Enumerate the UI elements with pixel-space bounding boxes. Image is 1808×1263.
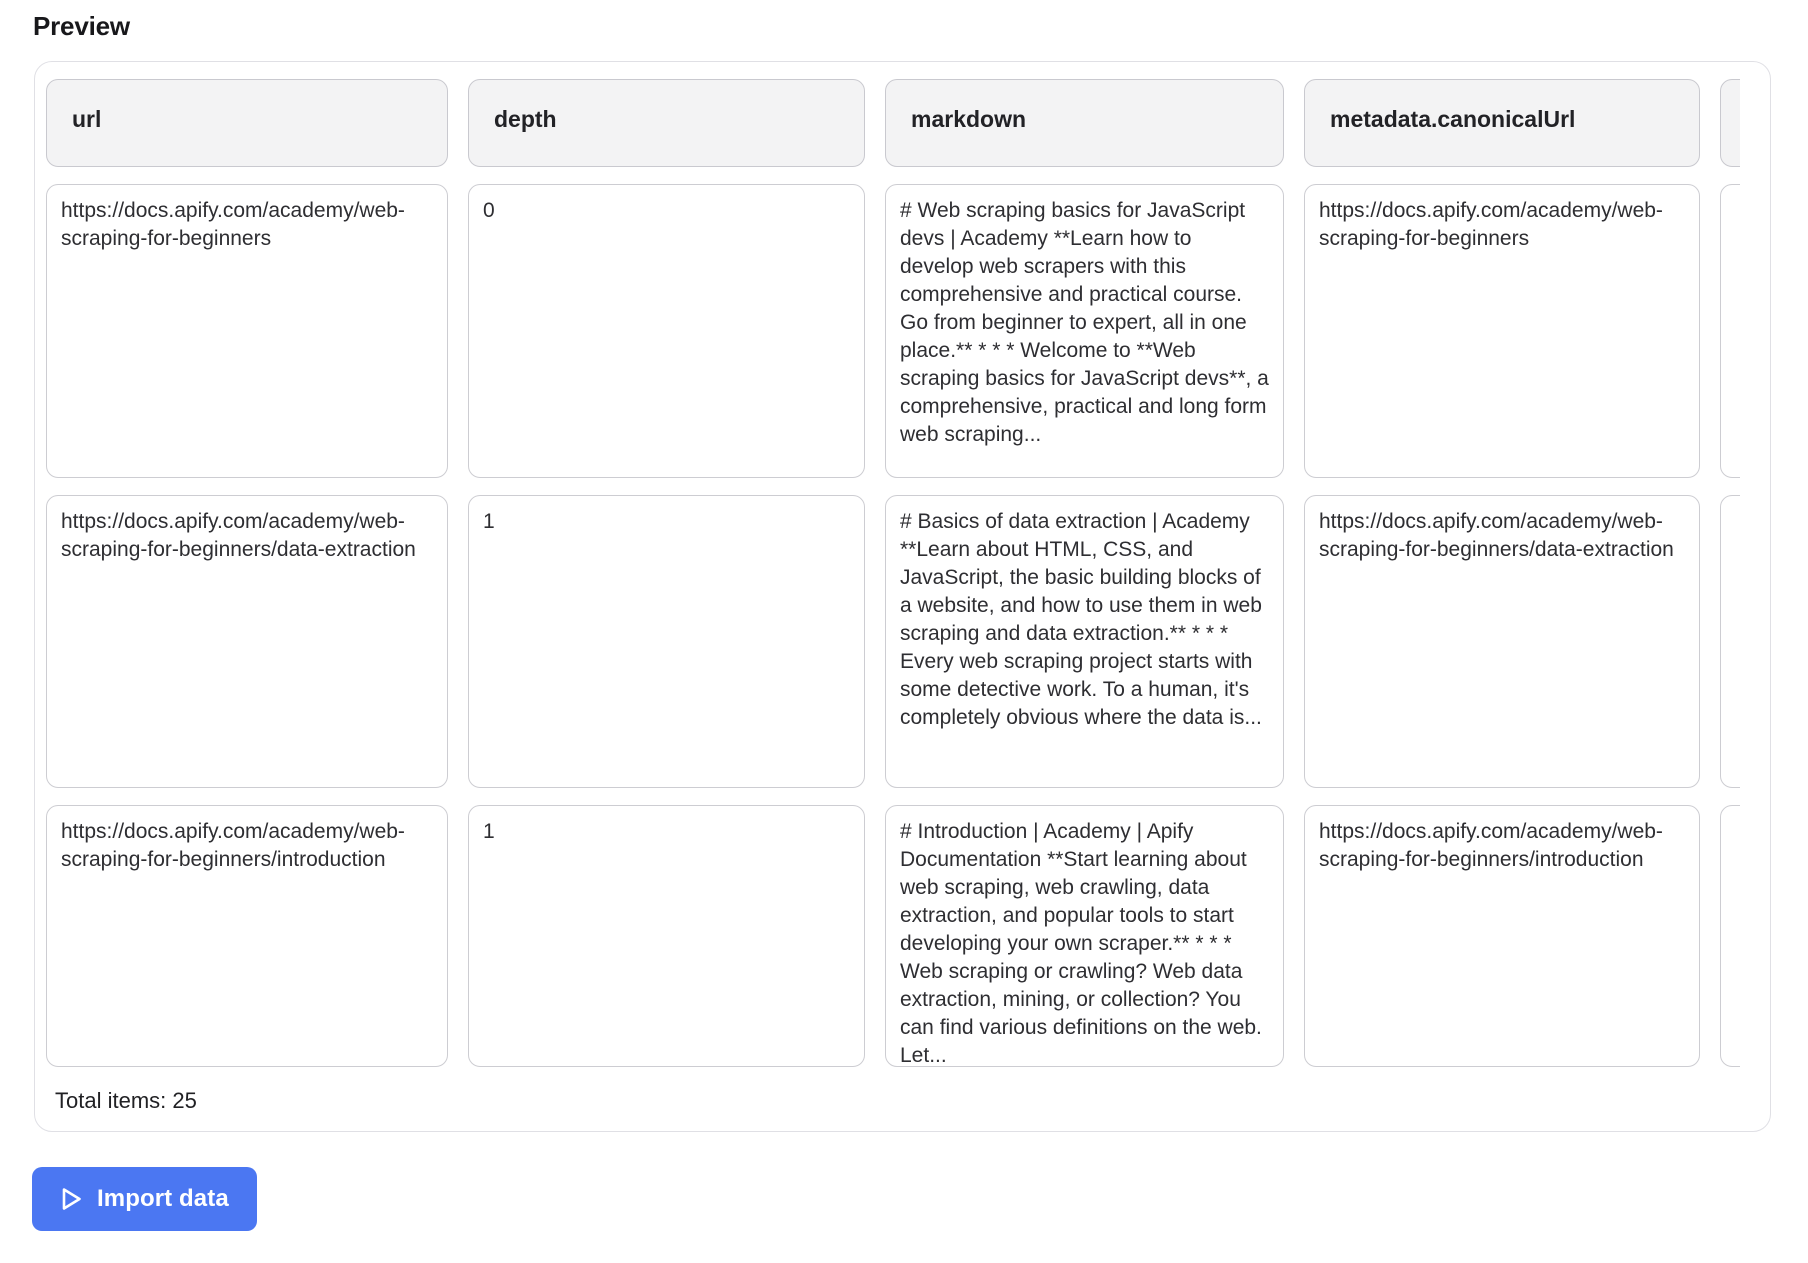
cell-clipped	[1720, 495, 1740, 788]
page-title: Preview	[33, 11, 130, 41]
column-header-clipped	[1720, 79, 1740, 167]
cell-clipped	[1720, 805, 1740, 1067]
cell-markdown: # Introduction | Academy | Apify Documentation **Start learning about web scraping, web crawling, data extraction, and popular tools to start developing your own scraper.** * * * Web scraping or crawling? Web data extraction, mining, or collection? You can find various definitions on the web. Let...	[885, 805, 1284, 1067]
column-header-metadata-canonical-url: metadata.canonicalUrl	[1304, 79, 1700, 167]
cell-canonical-url: https://docs.apify.com/academy/web-scraping-for-beginners	[1304, 184, 1700, 478]
cell-depth: 1	[468, 495, 865, 788]
import-data-button[interactable]	[32, 1167, 257, 1231]
total-items-label: Total items: 25	[55, 1088, 197, 1113]
preview-card	[34, 61, 1771, 1132]
column-header-depth: depth	[468, 79, 865, 167]
cell-markdown: # Web scraping basics for JavaScript devs | Academy **Learn how to develop web scrapers with this comprehensive and practical course. Go from beginner to expert, all in one place.** * * * Welcome to **Web scraping basics for JavaScript devs**, a comprehensive, practical and long form web scraping...	[885, 184, 1284, 478]
import-data-label: Import data	[97, 1185, 229, 1212]
preview-grid	[46, 79, 1740, 1067]
cell-depth: 1	[468, 805, 865, 1067]
cell-markdown: # Basics of data extraction | Academy **Learn about HTML, CSS, and JavaScript, the basic building blocks of a website, and how to use them in web scraping and data extraction.** * * * Every web scraping project starts with some detective work. To a human, it's completely obvious where the data is...	[885, 495, 1284, 788]
cell-url: https://docs.apify.com/academy/web-scraping-for-beginners/introduction	[46, 805, 448, 1067]
preview-grid-viewport[interactable]	[46, 79, 1740, 1067]
column-header-markdown: markdown	[885, 79, 1284, 167]
cell-url: https://docs.apify.com/academy/web-scraping-for-beginners	[46, 184, 448, 478]
cell-canonical-url: https://docs.apify.com/academy/web-scraping-for-beginners/data-extraction	[1304, 495, 1700, 788]
cell-clipped	[1720, 184, 1740, 478]
cell-url: https://docs.apify.com/academy/web-scraping-for-beginners/data-extraction	[46, 495, 448, 788]
play-icon	[60, 1186, 83, 1212]
cell-canonical-url: https://docs.apify.com/academy/web-scraping-for-beginners/introduction	[1304, 805, 1700, 1067]
column-header-url: url	[46, 79, 448, 167]
cell-depth: 0	[468, 184, 865, 478]
